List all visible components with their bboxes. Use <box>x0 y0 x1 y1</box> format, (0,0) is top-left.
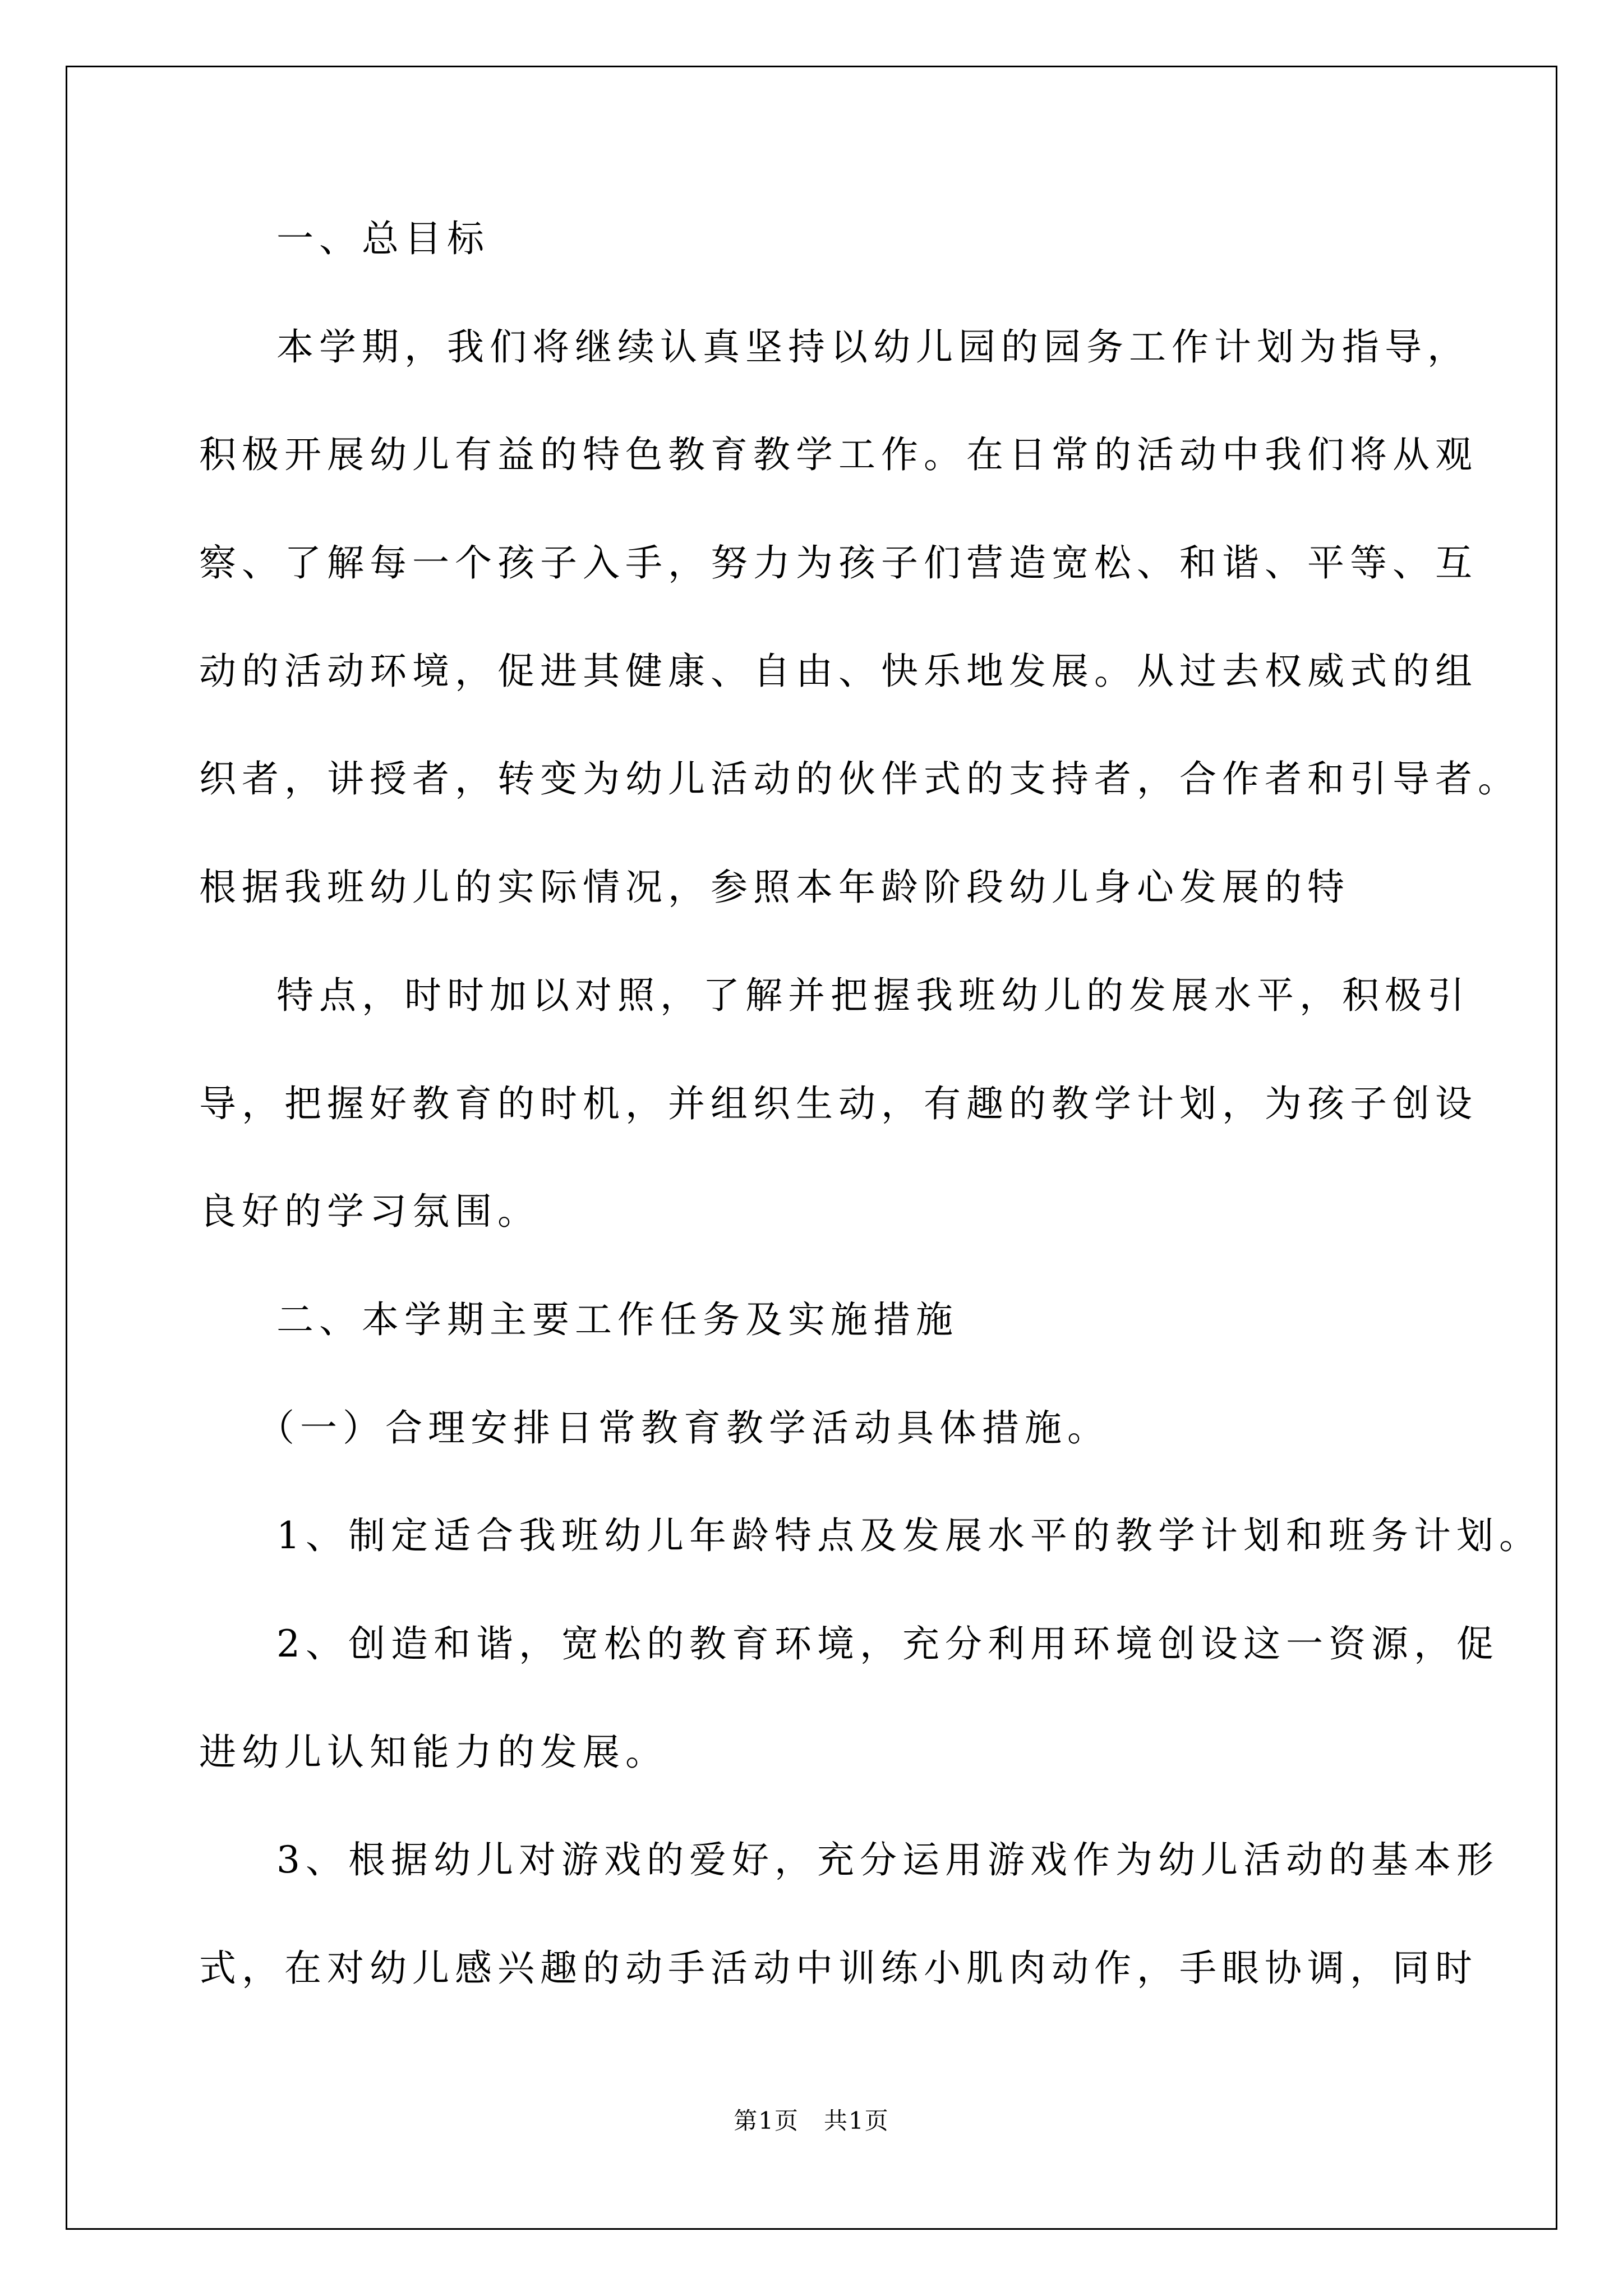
paragraph-line: 根据我班幼儿的实际情况，参照本年龄阶段幼儿身心发展的特 <box>199 866 1350 909</box>
list-item: 3、根据幼儿对游戏的爱好，充分运用游戏作为幼儿活动的基本形 <box>276 1838 1499 1881</box>
subheading-daily-activities: （一）合理安排日常教育教学活动具体措施。 <box>257 1406 1110 1450</box>
page-border <box>66 66 1557 2230</box>
heading-overall-goal: 一、总目标 <box>276 217 490 260</box>
paragraph-line: 察、了解每一个孩子入手，努力为孩子们营造宽松、和谐、平等、互 <box>199 541 1478 585</box>
list-item: 1、制定适合我班幼儿年龄特点及发展水平的教学计划和班务计划。 <box>276 1514 1542 1557</box>
paragraph-line: 良好的学习氛围。 <box>199 1190 540 1233</box>
paragraph-line: 动的活动环境，促进其健康、自由、快乐地发展。从过去权威式的组 <box>199 650 1478 693</box>
paragraph-line: 导，把握好教育的时机，并组织生动，有趣的教学计划，为孩子创设 <box>199 1082 1478 1125</box>
heading-main-tasks: 二、本学期主要工作任务及实施措施 <box>276 1298 958 1341</box>
paragraph-line: 积极开展幼儿有益的特色教育教学工作。在日常的活动中我们将从观 <box>199 433 1478 476</box>
list-item: 2、创造和谐，宽松的教育环境，充分利用环境创设这一资源，促 <box>276 1622 1499 1665</box>
paragraph-line: 式，在对幼儿感兴趣的动手活动中训练小肌肉动作，手眼协调，同时 <box>199 1947 1478 1990</box>
paragraph-line: 特点，时时加以对照，了解并把握我班幼儿的发展水平，积极引 <box>276 974 1470 1017</box>
page-number-footer: 第1页 共1页 <box>734 2107 889 2134</box>
paragraph-line: 本学期，我们将继续认真坚持以幼儿园的园务工作计划为指导， <box>276 325 1470 369</box>
paragraph-line: 织者，讲授者，转变为幼儿活动的伙伴式的支持者，合作者和引导者。 <box>199 757 1520 800</box>
paragraph-line: 进幼儿认知能力的发展。 <box>199 1731 668 1774</box>
